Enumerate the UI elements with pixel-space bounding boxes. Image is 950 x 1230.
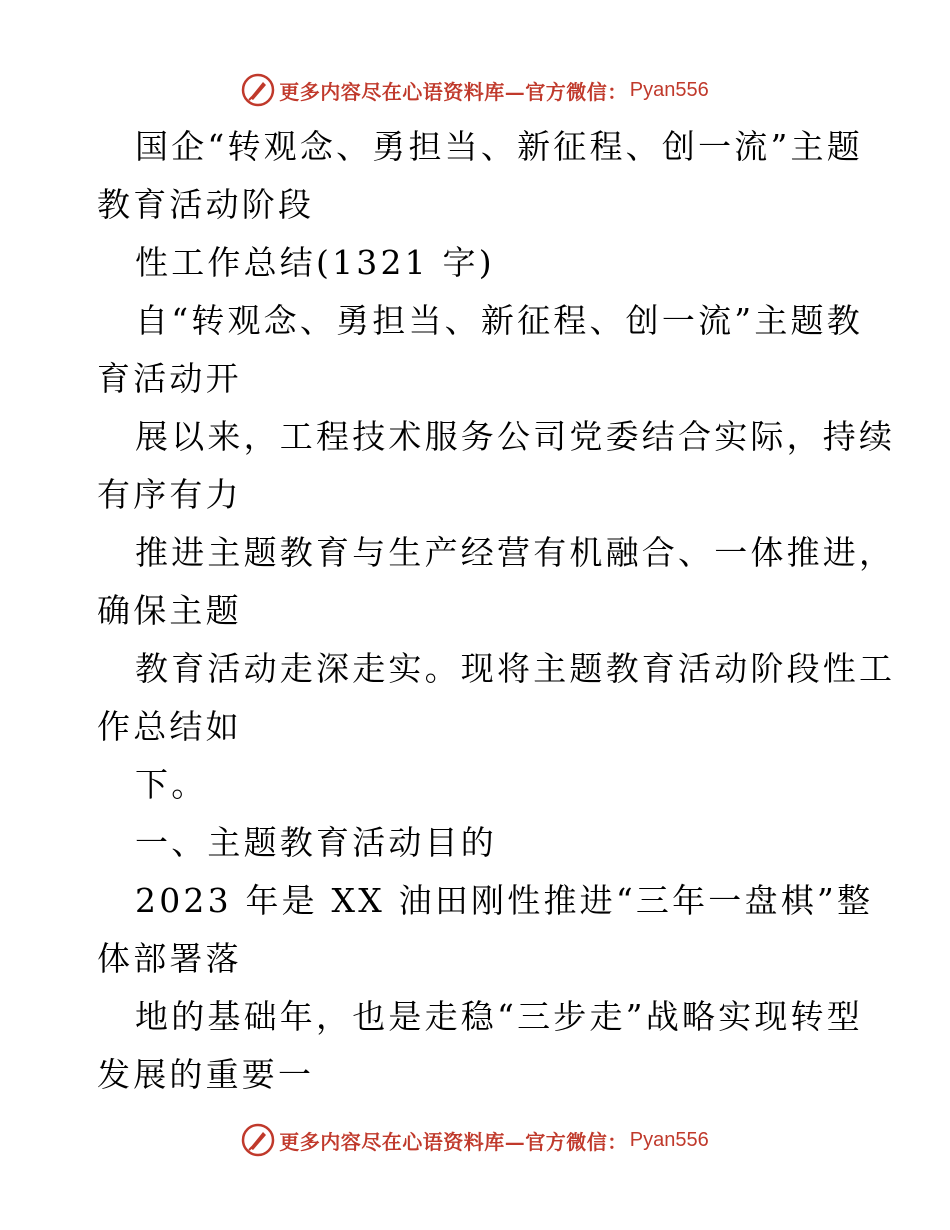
document-body [97, 118, 896, 1104]
wechat-id: Pyan556 [629, 1128, 709, 1151]
text-line: 作总结如 [97, 707, 242, 746]
feather-pen-logo-icon [241, 73, 275, 107]
text-line: 性工作总结(1321 字) [135, 243, 495, 282]
text-line: 下。 [135, 765, 208, 804]
text-line: 国企“转观念、勇担当、新征程、创一流”主题 [135, 127, 863, 166]
text-line: 地的基础年，也是走稳“三步走”战略实现转型 [135, 997, 863, 1036]
text-line: 推进主题教育与生产经营有机融合、一体推进， [135, 533, 896, 572]
text-line: 有序有力 [97, 475, 242, 514]
footer-banner [0, 1120, 950, 1160]
header-banner [0, 70, 950, 110]
text-line: 发展的重要一 [97, 1055, 315, 1094]
text-line: 教育活动阶段 [97, 185, 315, 224]
text-line: 育活动开 [97, 359, 242, 398]
feather-pen-logo-icon [241, 1123, 275, 1157]
text-line: 教育活动走深走实。现将主题教育活动阶段性工 [135, 649, 896, 688]
banner-text: 更多内容尽在心语资料库—官方微信： [279, 79, 628, 104]
text-line: 确保主题 [97, 591, 242, 630]
text-line: 2023 年是 XX 油田刚性推进“三年一盘棋”整 [135, 881, 874, 920]
text-line: 自“转观念、勇担当、新征程、创一流”主题教 [135, 301, 863, 340]
text-line: 体部署落 [97, 939, 242, 978]
wechat-id: Pyan556 [629, 78, 709, 101]
text-line: 展以来，工程技术服务公司党委结合实际，持续 [135, 417, 896, 456]
banner-text: 更多内容尽在心语资料库—官方微信： [279, 1129, 628, 1154]
section-heading: 一、主题教育活动目的 [135, 823, 497, 862]
